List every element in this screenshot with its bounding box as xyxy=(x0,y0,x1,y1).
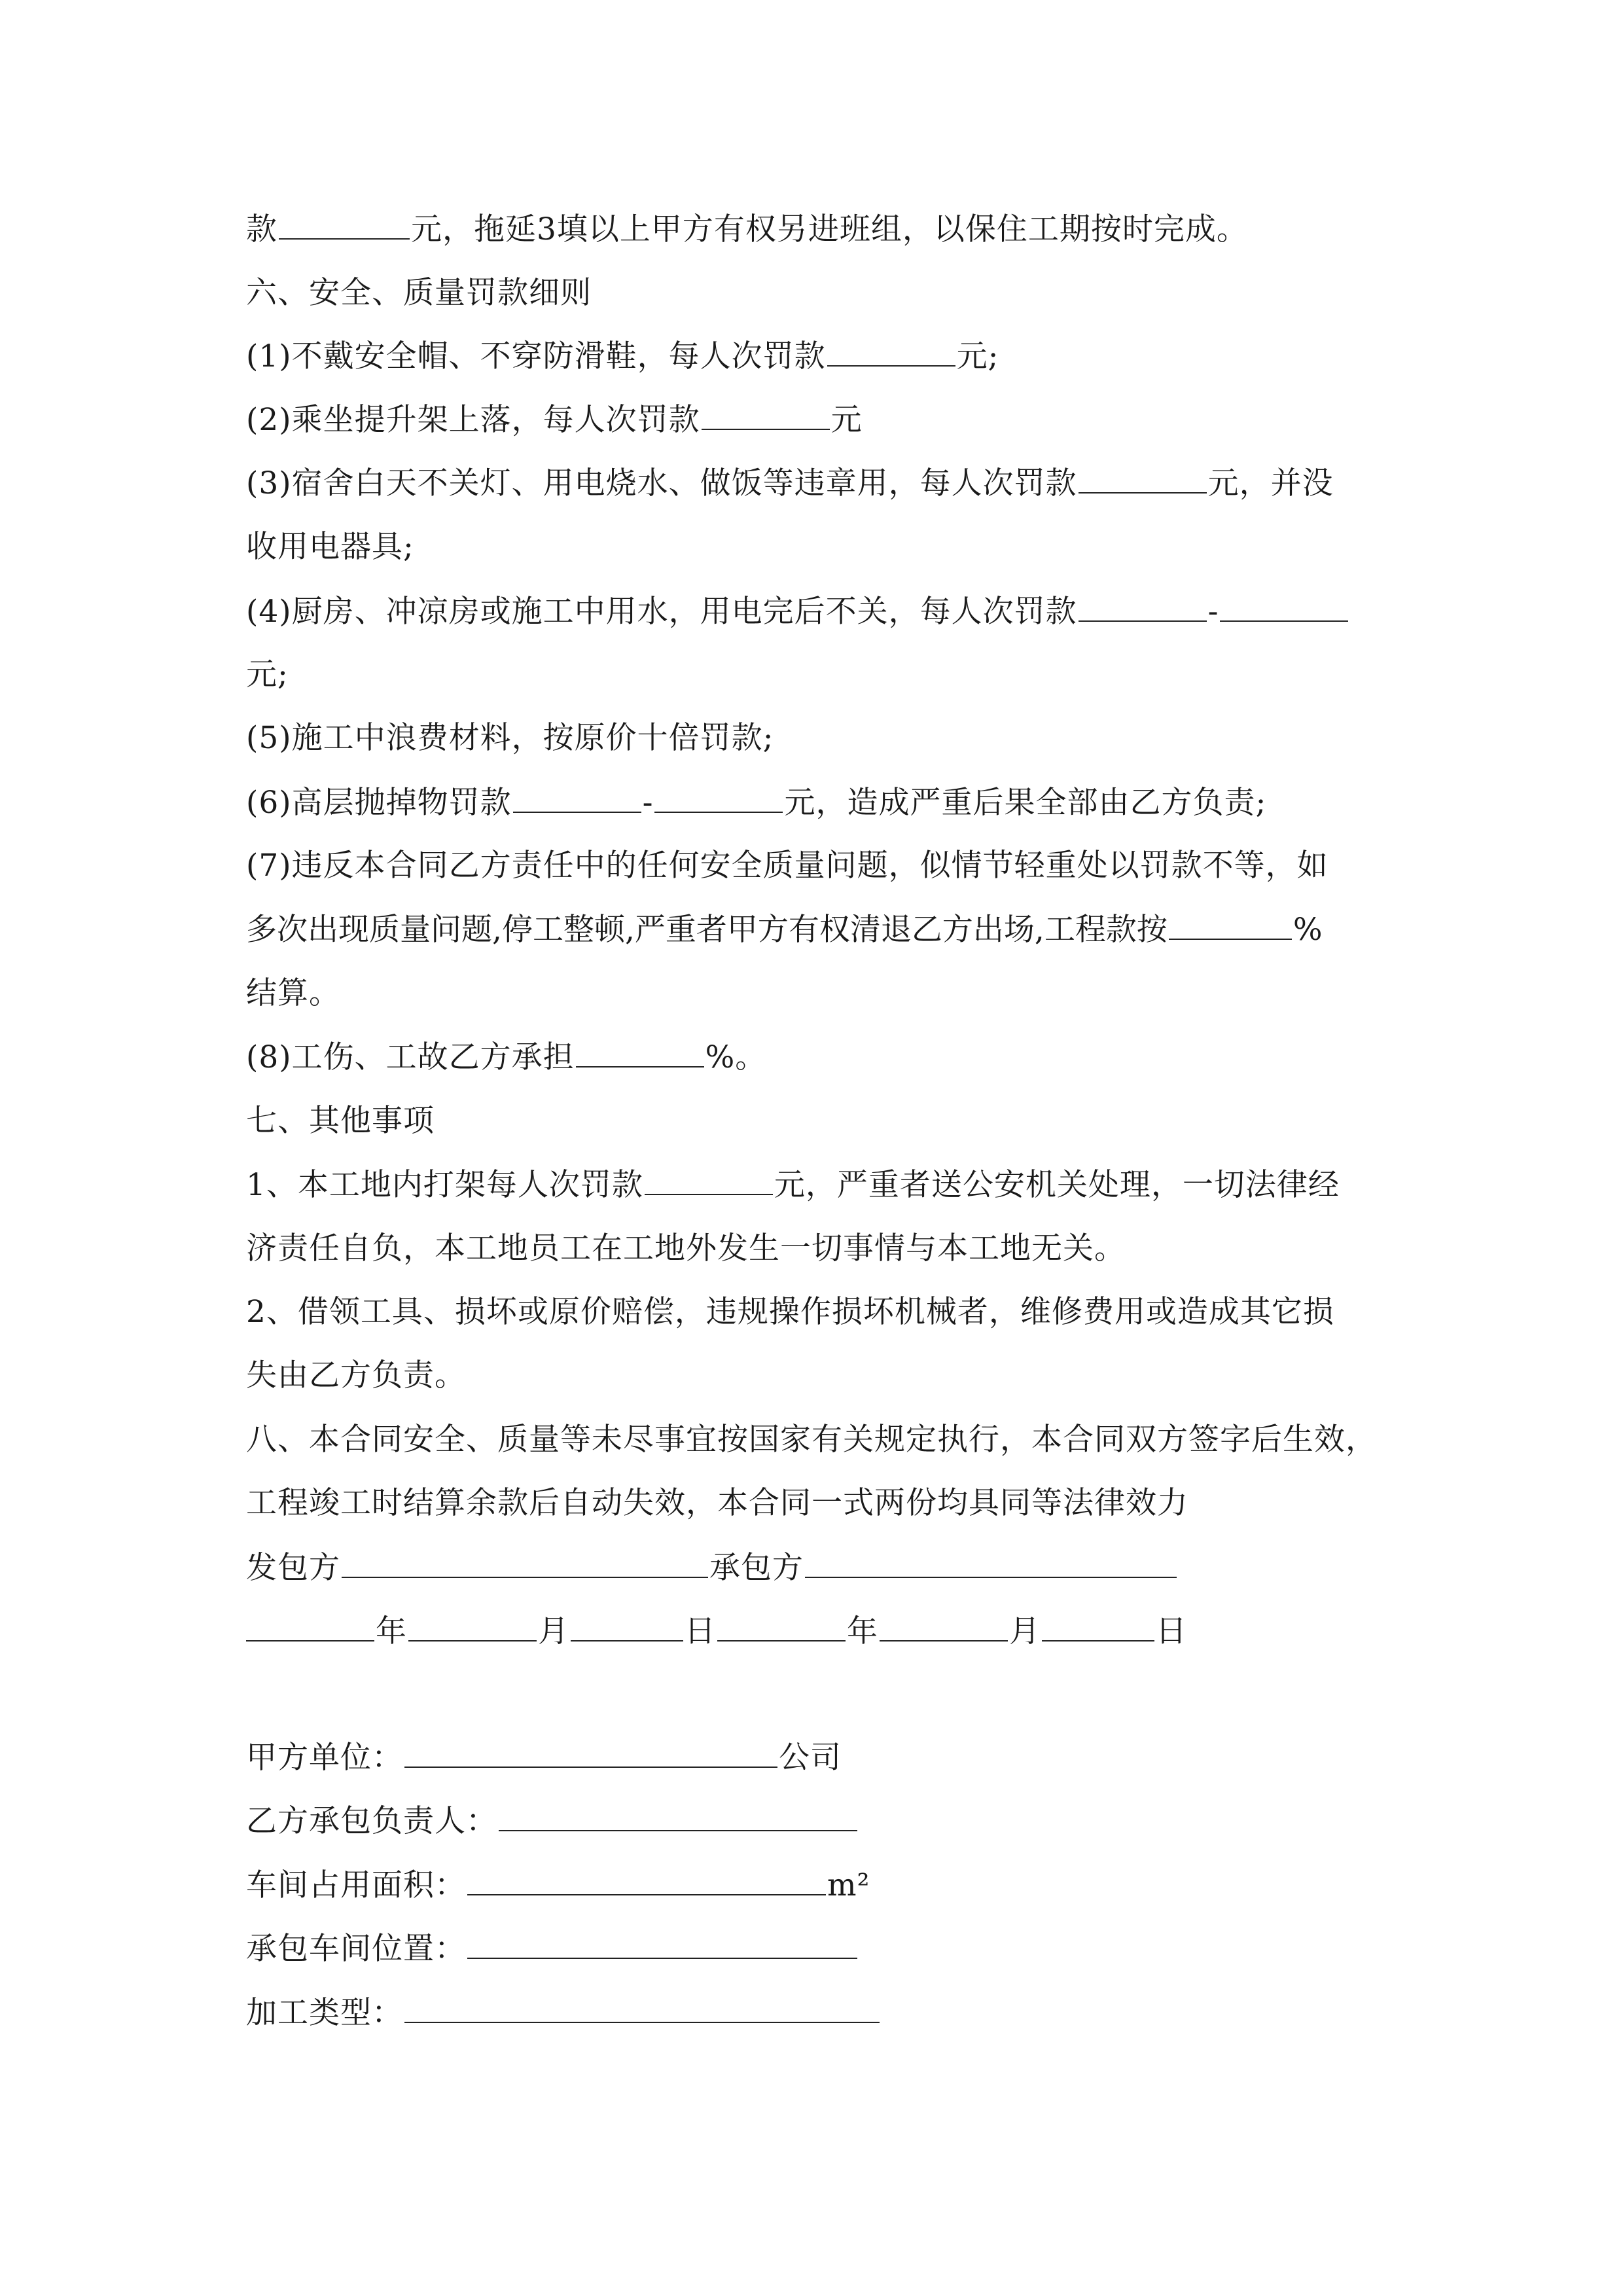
other-2-cont xyxy=(246,1356,466,1395)
rule-6 xyxy=(246,783,1266,823)
rule-7 xyxy=(246,846,1329,886)
text: (1)不戴安全帽、不穿防滑鞋，每人次罚款 xyxy=(246,338,826,374)
fill-blank xyxy=(645,1165,773,1195)
area-unit: m² xyxy=(827,1867,870,1903)
field-label: 乙方承包负责人： xyxy=(246,1803,497,1839)
text: 元; xyxy=(246,656,289,692)
clause-line xyxy=(246,209,1248,249)
fill-blank xyxy=(654,783,783,813)
field-label: 承包车间位置： xyxy=(246,1931,466,1967)
text: - xyxy=(642,785,654,821)
rule-8 xyxy=(246,1037,766,1077)
rule-7-cont2 xyxy=(246,974,340,1013)
text: 多次出现质量问题,停工整顿,严重者甲方有权清退乙方出场,工程款按 xyxy=(246,912,1168,948)
signature-parties xyxy=(246,1548,1178,1588)
other-1-cont xyxy=(246,1229,1126,1268)
fill-blank xyxy=(279,209,410,240)
text: (4)厨房、冲凉房或施工中用水，用电完后不关，每人次罚款 xyxy=(246,594,1077,630)
field-area xyxy=(246,1865,870,1905)
text: 收用电器具; xyxy=(246,529,414,565)
field-suffix: 公司 xyxy=(779,1740,842,1776)
text: 元，并没 xyxy=(1207,465,1334,501)
text: 元，拖延3填以上甲方有权另进班组，以保住工期按时完成。 xyxy=(411,211,1248,247)
other-2 xyxy=(246,1293,1334,1332)
heading: 七、其他事项 xyxy=(246,1103,435,1139)
month-blank xyxy=(880,1611,1008,1641)
month-blank xyxy=(408,1611,537,1641)
text: 元; xyxy=(956,338,999,374)
fill-blank xyxy=(513,783,641,813)
signature-dates xyxy=(246,1611,1187,1651)
rule-7-cont xyxy=(246,910,1323,950)
location-blank xyxy=(467,1929,857,1959)
section-title-6 xyxy=(246,274,592,313)
year-blank xyxy=(246,1611,374,1641)
rule-1 xyxy=(246,336,999,376)
fill-blank xyxy=(1169,910,1292,940)
text: 元，严重者送公安机关处理，一切法律经 xyxy=(774,1167,1340,1203)
party-b-label: 承包方 xyxy=(709,1550,804,1586)
text: (7)违反本合同乙方责任中的任何安全质量问题，似情节轻重处以罚款不等，如 xyxy=(246,848,1329,884)
year-label: 年 xyxy=(376,1613,407,1649)
field-type xyxy=(246,1993,881,2033)
month-label: 月 xyxy=(1009,1613,1041,1649)
rule-4-cont xyxy=(246,655,289,694)
text: 1、本工地内打架每人次罚款 xyxy=(246,1167,643,1203)
fill-blank xyxy=(827,336,955,367)
party-a-signature-blank xyxy=(342,1548,708,1578)
fill-blank xyxy=(1079,463,1207,493)
month-label: 月 xyxy=(538,1613,569,1649)
rule-2 xyxy=(246,400,863,440)
fill-blank xyxy=(702,400,830,430)
day-blank xyxy=(571,1611,683,1641)
day-label: 日 xyxy=(685,1613,716,1649)
year-blank xyxy=(717,1611,846,1641)
heading: 六、安全、质量罚款细则 xyxy=(246,275,592,311)
section-8 xyxy=(246,1420,1377,1460)
text: 八、本合同安全、质量等未尽事宜按国家有关规定执行，本合同双方签字后生效， xyxy=(246,1422,1377,1458)
field-label: 加工类型： xyxy=(246,1995,403,2031)
text: 结算。 xyxy=(246,975,340,1011)
text: (3)宿舍白天不关灯、用电烧水、做饭等违章用，每人次罚款 xyxy=(246,465,1077,501)
fill-blank xyxy=(576,1037,704,1067)
text: 失由乙方负责。 xyxy=(246,1357,466,1393)
day-blank xyxy=(1042,1611,1154,1641)
party-b-signature-blank xyxy=(805,1548,1177,1578)
party-a-label: 发包方 xyxy=(246,1550,340,1586)
text: 元 xyxy=(830,402,863,438)
field-label: 甲方单位： xyxy=(246,1740,403,1776)
field-unit xyxy=(246,1738,842,1778)
rule-3-cont xyxy=(246,528,414,567)
text: (8)工伤、工故乙方承担 xyxy=(246,1039,575,1075)
manager-blank xyxy=(499,1801,857,1831)
field-location xyxy=(246,1929,859,1969)
type-blank xyxy=(404,1993,880,2023)
section-8-cont xyxy=(246,1484,1188,1523)
rule-4 xyxy=(246,592,1349,632)
other-1 xyxy=(246,1165,1340,1205)
text: 款 xyxy=(246,211,277,247)
year-label: 年 xyxy=(847,1613,878,1649)
rule-3 xyxy=(246,463,1334,503)
text: % xyxy=(1293,912,1323,948)
fill-blank xyxy=(1079,592,1207,622)
text: (2)乘坐提升架上落，每人次罚款 xyxy=(246,402,700,438)
section-title-7 xyxy=(246,1102,435,1141)
text: (6)高层抛掉物罚款 xyxy=(246,785,512,821)
field-manager xyxy=(246,1801,859,1841)
day-label: 日 xyxy=(1156,1613,1187,1649)
text: 2、借领工具、损坏或原价赔偿，违规操作损坏机械者，维修费用或造成其它损 xyxy=(246,1294,1334,1330)
text: %。 xyxy=(705,1039,767,1075)
text: 工程竣工时结算余款后自动失效，本合同一式两份均具同等法律效力 xyxy=(246,1485,1188,1521)
unit-blank xyxy=(404,1738,777,1768)
text: 济责任自负，本工地员工在工地外发生一切事情与本工地无关。 xyxy=(246,1230,1126,1266)
field-label: 车间占用面积： xyxy=(246,1867,466,1903)
text: (5)施工中浪费材料，按原价十倍罚款; xyxy=(246,720,774,756)
rule-5 xyxy=(246,719,774,758)
area-blank xyxy=(467,1865,826,1895)
text: - xyxy=(1207,594,1219,630)
text: 元，造成严重后果全部由乙方负责; xyxy=(784,785,1267,821)
fill-blank xyxy=(1220,592,1348,622)
